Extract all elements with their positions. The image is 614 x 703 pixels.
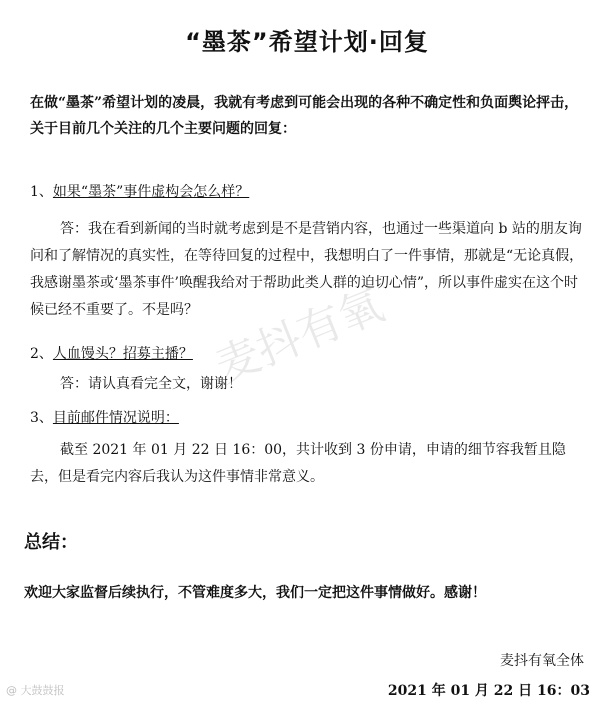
signature: 麦抖有氧全体: [500, 653, 584, 669]
section-1-heading: [30, 182, 249, 202]
section-1-number: 1、: [30, 184, 53, 200]
section-3-answer: 截至 2021 年 01 月 22 日 16：00，共计收到 3 份申请，申请的细节容我暂且隐去，但是看完内容后我认为这件事情非常意义。: [30, 442, 566, 485]
section-1-answer: 答：我在看到新闻的当时就考虑到是不是营销内容，也通过一些渠道向 b 站的朋友询问和了解情况的真实性，在等待回复的过程中，我想明白了一件事情，那就是“无论真假，我感谢墨茶或‘墨茶事件’唤醒我给对于帮助此类人群的迫切心情”，所以事件虚实在这个时候已经不重要了。不是吗？: [30, 221, 584, 318]
section-2-heading: [30, 344, 193, 364]
section-2-title: 人血馒头？招募主播？: [52, 346, 193, 362]
section-2-number: 2、: [30, 346, 53, 362]
watermark: 麦抖有氧: [208, 279, 391, 393]
document-title: “墨茶”希望计划·回复: [185, 28, 429, 56]
intro-paragraph: 在做“墨茶”希望计划的凌晨，我就有考虑到可能会出现的各种不确定性和负面舆论抨击，关于目前几个关注的几个主要问题的回复：: [30, 95, 579, 137]
section-3-title: 目前邮件情况说明：: [52, 410, 179, 426]
date: 2021 年 01 月 22 日 16：03: [387, 683, 590, 699]
source-watermark: @ 大鼓鼓报: [6, 684, 65, 697]
summary-heading: 总结：: [24, 532, 78, 553]
section-2-answer: 答：请认真看完全文，谢谢！: [60, 376, 242, 392]
section-3-number: 3、: [30, 410, 53, 426]
section-3-heading: [30, 408, 179, 428]
closing-paragraph: 欢迎大家监督后续执行，不管难度多大，我们一定把这件事情做好。感谢！: [24, 585, 486, 601]
section-1-title: 如果“墨茶”事件虚构会怎么样？: [52, 184, 250, 200]
